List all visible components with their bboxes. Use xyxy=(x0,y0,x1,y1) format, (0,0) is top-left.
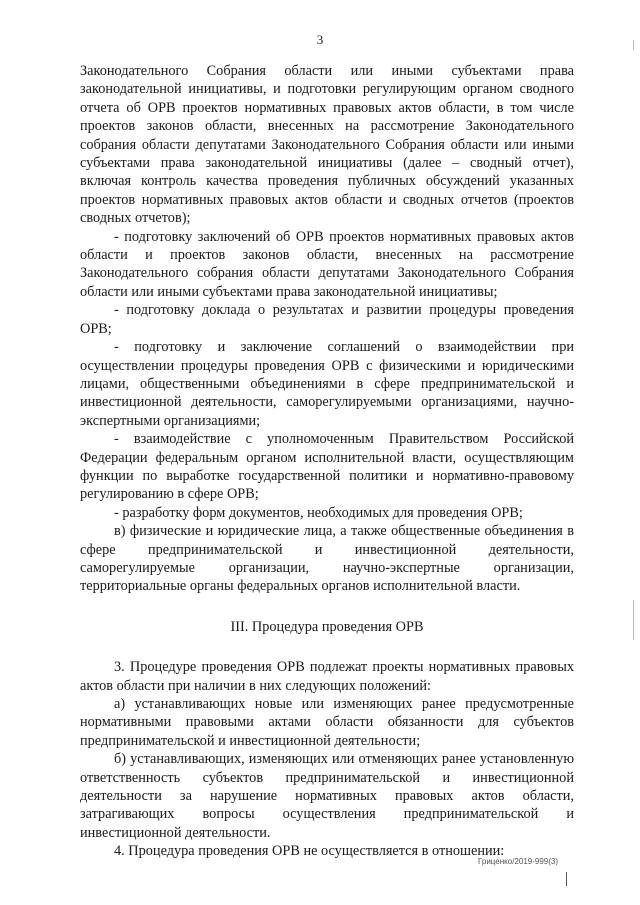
page-number: 3 xyxy=(316,32,324,47)
clause-3-a: а) устанавливающих новые или изменяющих ранее предусмотренные нормативными правовыми актами области обязанности для субъектов предпринимательской и инвестиционной деятельности; xyxy=(80,696,574,749)
list-item-report: - подготовку доклада о результатах и развитии процедуры проведения ОРВ; xyxy=(80,302,574,337)
clause-3-b: б) устанавливающих, изменяющих или отменяющих ранее установленную ответственность субъектов предпринимательской и инвестиционной деятельности за нарушение нормативных правовых актов области, затрагивающих вопросы осуществления предпринимательской и инвестиционной деятельности. xyxy=(80,751,574,841)
clause-3: 3. Процедуре проведения ОРВ подлежат проекты нормативных правовых актов области при наличии в них следующих положений: xyxy=(80,659,574,694)
footer-document-code: Гриценко/2019-999(3) xyxy=(478,857,559,866)
list-item-conclusions: - подготовку заключений об ОРВ проектов нормативных правовых актов области и проектов законов области, внесенных на рассмотрение Законодательного собрания области депутатами Законодательного Собрания области или иными субъектами права законодательной инициативы; xyxy=(80,228,574,300)
list-item-federal-interaction: - взаимодействие с уполномоченным Правительством Российской Федерации федеральным органом исполнительной власти, осуществляющим функции по выработке государственной политики и нормативно-правовому регулированию в сфере ОРВ; xyxy=(80,431,574,503)
document-body xyxy=(80,62,574,861)
clause-4: 4. Процедура проведения ОРВ не осуществляется в отношении: xyxy=(114,843,505,860)
scan-edge-speck xyxy=(633,40,634,50)
list-item-agreements: - подготовку и заключение соглашений о взаимодействии при осуществлении процедуры проведения ОРВ с физическими и юридическими лицами, общественными объединениями в сфере предпринимательской и инвестиционной деятельности, саморегулируемыми организациями, научно-экспертными организациями; xyxy=(80,339,574,429)
paragraph-participants: в) физические и юридические лица, а также общественные объединения в сфере предпринимательской и инвестиционной деятельности, саморегулируемые организации, научно-экспертные организации, территориальные органы федеральных органов исполнительной власти. xyxy=(80,523,574,595)
scan-edge-speck xyxy=(633,600,634,640)
list-item-document-forms: - разработку форм документов, необходимых для проведения ОРВ; xyxy=(114,504,523,521)
section-heading: III. Процедура проведения ОРВ xyxy=(230,618,424,635)
scan-artifact-mark xyxy=(566,872,567,886)
paragraph-continuation: Законодательного Собрания области или иными субъектами права законодательной инициативы, и подготовки регулирующим органом сводного отчета об ОРВ проектов нормативных правовых актов области, в том числе проектов законов области, внесенных на рассмотрение Законодательного собрания области депутатами Законодательного Собрания области или иными субъектами права законодательной инициативы (далее – сводный отчет), включая контроль качества проведения публичных обсуждений указанных проектов нормативных правовых актов области и сводных отчетов (проектов сводных отчетов); xyxy=(80,63,574,227)
